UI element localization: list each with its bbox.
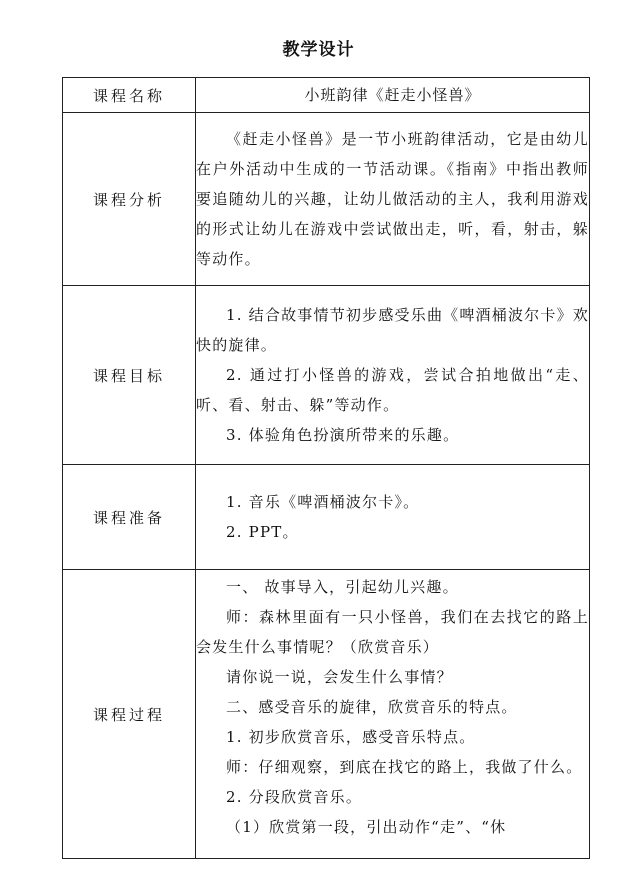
process-item: 师：仔细观察，到底在找它的路上，我做了什么。 — [226, 758, 583, 776]
process-item: 一、 故事导入，引起幼儿兴趣。 — [226, 578, 459, 596]
cell-course-process — [196, 570, 590, 859]
table-row-course-process — [63, 570, 590, 859]
label-course-name: 课程名称 — [63, 78, 196, 113]
cell-course-preparation — [196, 465, 590, 570]
process-item: 师：森林里面有一只小怪兽，我们在去找它的路上会发生什么事情呢？（欣赏音乐） — [196, 608, 589, 656]
goal-item: 2. 通过打小怪兽的游戏，尝试合拍地做出“走、听、看、射击、躲”等动作。 — [196, 366, 589, 414]
preparation-item: 2. PPT。 — [226, 523, 299, 541]
table-row-course-preparation — [63, 465, 590, 570]
cell-course-goals — [196, 286, 590, 465]
table-row-course-analysis — [63, 113, 590, 286]
cell-course-analysis — [196, 113, 590, 286]
process-item: 请你说一说，会发生什么事情？ — [226, 668, 453, 686]
label-course-preparation: 课程准备 — [63, 465, 196, 570]
goal-item: 1. 结合故事情节初步感受乐曲《啤酒桶波尔卡》欢快的旋律。 — [196, 306, 589, 354]
process-item: 二、感受音乐的旋律，欣赏音乐的特点。 — [226, 698, 518, 716]
table-row-course-name — [63, 78, 590, 113]
label-course-analysis: 课程分析 — [63, 113, 196, 286]
process-item: （1）欣赏第一段，引出动作“走”、“休 — [226, 818, 507, 836]
table-row-course-goals — [63, 286, 590, 465]
process-content — [196, 572, 589, 856]
preparation-item: 1. 音乐《啤酒桶波尔卡》。 — [226, 493, 420, 511]
label-course-goals: 课程目标 — [63, 286, 196, 465]
label-course-process: 课程过程 — [63, 570, 196, 859]
process-item: 2. 分段欣赏音乐。 — [226, 788, 363, 806]
goal-item: 3. 体验角色扮演所带来的乐趣。 — [226, 426, 460, 444]
value-course-name: 小班韵律《赶走小怪兽》 — [196, 78, 590, 113]
lesson-plan-table — [62, 77, 590, 859]
document-title: 教学设计 — [282, 40, 355, 60]
process-item: 1. 初步欣赏音乐，感受音乐特点。 — [226, 728, 476, 746]
analysis-paragraph: 《赶走小怪兽》是一节小班韵律活动，它是由幼儿在户外活动中生成的一节活动课。《指南》中指出教师要追随幼儿的兴趣，让幼儿做活动的主人，我利用游戏的形式让幼儿在游戏中尝试做出走，听，看，射击，躲等动作。 — [196, 130, 589, 268]
